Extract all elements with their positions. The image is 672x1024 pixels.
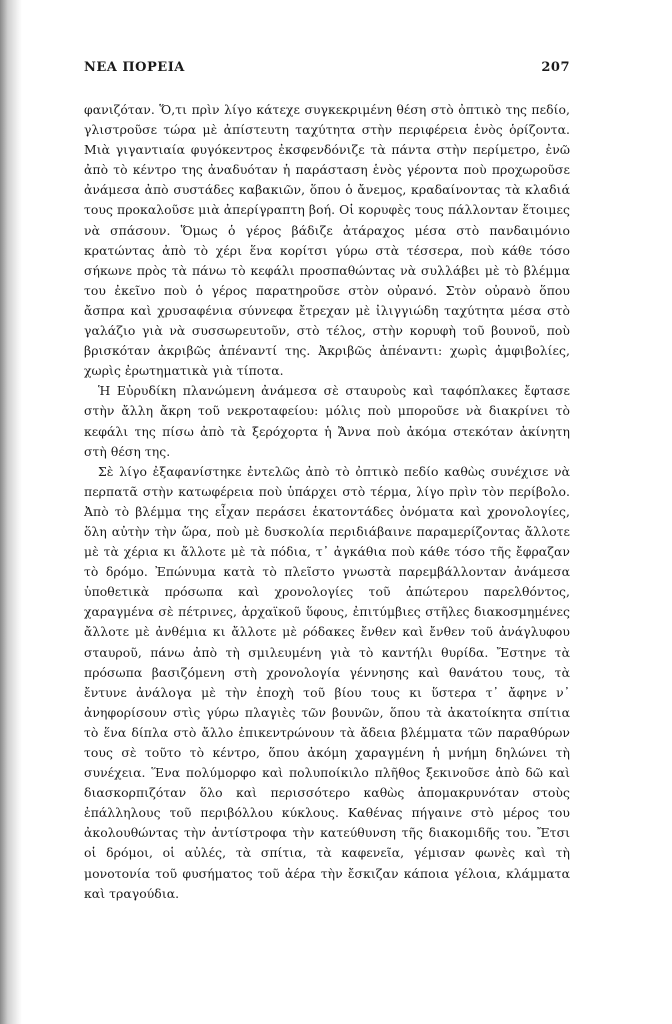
paragraph: Σὲ λίγο ἐξαφανίστηκε ἐντελῶς ἀπὸ τὸ ὀπτικὸ πεδίο καθὼς συνέχισε νὰ περπατᾶ στὴν κατωφέρεια ποὺ ὑπάρχει στὸ τέρμα, λίγο πρὶν τὸν περίβολο. Ἀπὸ τὸ βλέμμα της εἶχαν περάσει ἑκατοντάδες ὀνόματα καὶ χρονολογίες, ὅλη αὐτὴν τὴν ὥρα, ποὺ μὲ δυσκολία περιδιάβαινε παραμερίζοντας ἄλλοτε μὲ τὰ χέρια κι ἄλλοτε μὲ τὰ πόδια, τ᾿ ἀγκάθια ποὺ κάθε τόσο τῆς ἔφραζαν τὸ δρόμο. Ἐπώνυμα κατὰ τὸ πλεῖστο γνωστὰ παρεμβάλλονταν ἀνάμεσα ὑποθετικὰ πρόσωπα καὶ χρονολογίες τοῦ ἀπώτερου παρελθόντος, χαραγμένα σὲ πέτρινες, ἀρχαϊκοῦ ὕφους, ἐπιτύμβιες στῆλες διακοσμημένες ἄλλοτε μὲ ἀνθέμια κι ἄλλοτε μὲ ρόδακες ἔνθεν καὶ ἔνθεν τοῦ ἀνάγλυφου σταυροῦ, πάνω ἀπὸ τὴ σμιλευμένη γιὰ τὸ καντήλι θυρίδα. Ἔστηνε τὰ πρόσωπα βασιζόμενη στὴ χρονολογία γέννησης καὶ θανάτου τους, τὰ ἔντυνε ἀνάλογα μὲ τὴν ἐποχὴ τοῦ βίου τους κι ὕστερα τ᾿ ἄφηνε ν᾿ ἀνηφορίσουν στὶς γύρω πλαγιὲς τῶν βουνῶν, ὅπου τὰ ἀκατοίκητα σπίτια τὸ ἕνα δίπλα στὸ ἄλλο ἐπικεντρώνουν τὰ ἄδεια βλέμματα τῶν παραθύρων τους σὲ τοῦτο τὸ κέντρο, ὅπου ἀκόμη χαραγμένη ἡ μνήμη δηλώνει τὴ συνέχεια. Ἕνα πολύμορφο καὶ πολυποίκιλο πλῆθος ξεκινοῦσε ἀπὸ δῶ καὶ διασκορπιζόταν ὅλο καὶ περισσότερο καθὼς ἀπομακρυνόταν στοὺς ἐπάλληλους τοῦ περιβόλλου κύκλους. Καθένας πήγαινε στὸ μέρος του ἀκολουθώντας τὴν ἀντίστροφα τὴν κατεύθυνση τῆς διακομιδῆς του. Ἔτσι οἱ δρόμοι, οἱ αὐλές, τὰ σπίτια, τὰ καφενεῖα, γέμισαν φωνὲς καὶ τὴ μονοτονία τοῦ φυσήματος τοῦ ἀέρα τὴν ἔσκιζαν κάποια γέλοια, κλάμματα καὶ τραγούδια. xyxy=(84,463,570,901)
running-head xyxy=(84,60,570,75)
running-title: ΝΕΑ ΠΟΡΕΙΑ xyxy=(84,60,185,75)
page-number: 207 xyxy=(541,60,570,75)
paragraph: Ἡ Εὐρυδίκη πλανώμενη ἀνάμεσα σὲ σταυροὺς καὶ ταφόπλακες ἔφτασε στὴν ἄλλη ἄκρη τοῦ νεκροταφείου: μόλις ποὺ μποροῦσε νὰ διακρίνει τὸ κεφάλι της πίσω ἀπὸ τὰ ξερόχορτα ἡ Ἄννα ποὺ ἀκόμα στεκόταν ἀκίνητη στὴ θέση της. xyxy=(84,383,570,459)
paragraph: φανιζόταν. Ὅ,τι πρὶν λίγο κάτεχε συγκεκριμένη θέση στὸ ὀπτικὸ της πεδίο, γλιστροῦσε τώρα μὲ ἀπίστευτη ταχύτητα στὴν περιφέρεια ἑνὸς ὁρίζοντα. Μιὰ γιγαντιαία φυγόκεντρος ἐκσφενδόνιζε τὰ πάντα στὴν περίμετρο, ἐνῶ ἀπὸ τὸ κέντρο της ἀναδυόταν ἡ παράσταση ἑνὸς γέροντα ποὺ προχωροῦσε ἀνάμεσα ἀπὸ συστάδες καβακιῶν, ὅπου ὁ ἄνεμος, κραδαίνοντας τὰ κλαδιά τους προκαλοῦσε μιὰ ἀπερίγραπτη βοή. Οἱ κορυφὲς τους πάλλονταν ἕτοιμες νὰ σπάσουν. Ὅμως ὁ γέρος βάδιζε ἀτάραχος μέσα στὸ πανδαιμόνιο κρατώντας ἀπὸ τὸ χέρι ἕνα κορίτσι γύρω στὰ τέσσερα, ποὺ κάθε τόσο σήκωνε πρὸς τὰ πάνω τὸ κεφάλι προσπαθώντας νὰ συλλάβει μὲ τὸ βλέμμα του ἐκεῖνο ποὺ ὁ γέρος παρατηροῦσε στὸν οὐρανό. Στὸν οὐρανὸ ὅπου ἄσπρα καὶ χρυσαφένια σύννεφα ἔτρεχαν μὲ ἰλιγγιώδη ταχύτητα μέσα στὸ γαλάζιο γιὰ νὰ συσσωρευτοῦν, στὸ τέλος, στὴν κορυφὴ τοῦ βουνοῦ, ποὺ βρισκόταν ἀκριβῶς ἀπέναντί της. Ἀκριβῶς ἀπέναντι: χωρὶς ἀμφιβολίες, χωρὶς ἐρωτηματικὰ γιὰ τίποτα. xyxy=(84,102,570,379)
book-spine-shadow xyxy=(0,0,22,1024)
body-text xyxy=(84,100,570,904)
